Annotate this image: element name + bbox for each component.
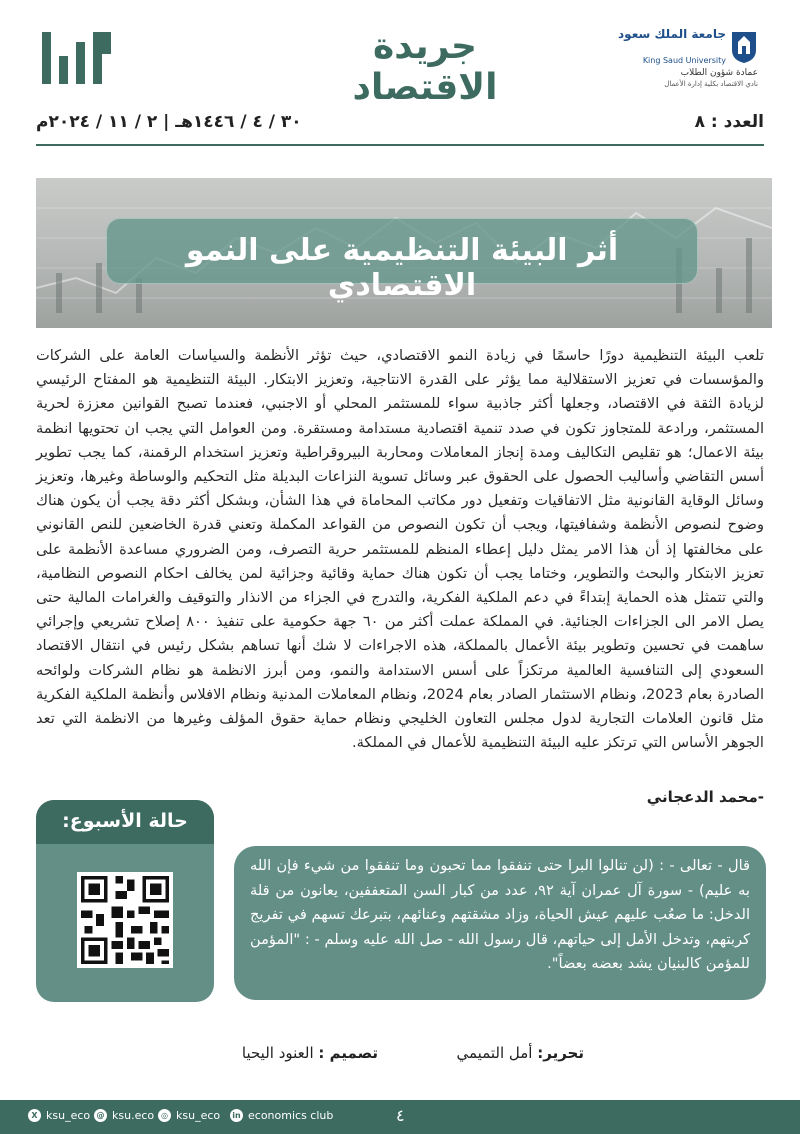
masthead bbox=[0, 0, 800, 108]
club-name: نادي الاقتصاد بكلية إدارة الأعمال bbox=[664, 80, 758, 88]
economics-club-logo-icon bbox=[42, 32, 112, 84]
instagram-icon: ◎ bbox=[158, 1109, 171, 1122]
social-linkedin[interactable] bbox=[230, 1109, 333, 1122]
banner-title-pill bbox=[106, 218, 698, 303]
social-instagram[interactable] bbox=[158, 1109, 220, 1122]
editor-label: تحرير: bbox=[537, 1044, 584, 1062]
university-name-en: King Saud University bbox=[642, 56, 726, 65]
x-icon: X bbox=[28, 1109, 41, 1122]
issue-info bbox=[36, 112, 764, 136]
social-handle: ksu.eco bbox=[112, 1109, 155, 1122]
ksu-emblem-icon bbox=[730, 30, 758, 64]
credits bbox=[36, 1044, 764, 1066]
university-logo bbox=[618, 27, 758, 88]
case-of-week-header bbox=[36, 800, 214, 844]
linkedin-icon: in bbox=[230, 1109, 243, 1122]
paper-title: جريدة الاقتصاد bbox=[352, 26, 498, 108]
threads-icon: @ bbox=[94, 1109, 107, 1122]
charity-quote-box: قال - تعالى - : (لن تنالوا البرا حتى تنفقوا مما تحبون وما تنفقوا من شيء فإن الله به عليم) - سورة آل عمران آية ٩٢، عدد من كبار السن المتعففين، يعانون من قلة الدخل: ما صعُب عليهم عيش الحياة، وزاد مشقتهم وعنائهم، بتبرعك تسهم في تفريج كربتهم، وتدخل الأمل إلى حياتهم، قال رسول الله - صل الله عليه وسلم - : "المؤمن للمؤمن كالبنيان يشد بعضه بعضاً". bbox=[234, 846, 766, 1000]
designer-label: تصميم : bbox=[318, 1044, 378, 1062]
page-number: ٤ bbox=[396, 1106, 405, 1125]
case-of-week-label: حالة الأسبوع: bbox=[62, 810, 188, 832]
article-headline: أثر البيئة التنظيمية على النمو الاقتصادي bbox=[185, 233, 619, 303]
header-divider bbox=[36, 144, 764, 146]
social-x[interactable] bbox=[28, 1109, 90, 1122]
social-handle: economics club bbox=[248, 1109, 334, 1122]
designer-name: العنود اليحيا bbox=[241, 1044, 319, 1062]
editor-credit bbox=[457, 1044, 585, 1062]
department-name: عمادة شؤون الطلاب bbox=[680, 68, 758, 78]
social-threads[interactable] bbox=[94, 1109, 154, 1122]
social-handle: ksu_eco bbox=[176, 1109, 221, 1122]
article-body: تلعب البيئة التنظيمية دورًا حاسمًا في زيادة النمو الاقتصادي، حيث تؤثر الأنظمة والسياسات العامة على الشركات والمؤسسات في تعزيز الاستقلالية مما يؤثر على القدرة الانتاجية، وتعزيز الابتكار. البيئة التنظيمية هو المفتاح الرئيسي لزيادة الثقة في الاقتصاد، وجعلها أكثر جاذبية سواء للمستثمر المحلي أو الاجنبي، فعندما تصبح القوانين معززة لحرية المستثمر، ورادعة للمتجاوز تكون في صدد تنمية اقتصادية مستدامة ومستقرة. ومن العوامل التي يجب ان تحتويها انظمة بيئة الاعمال؛ هو تقليص التكاليف ومدة إنجاز المعاملات ومحاربة البيروقراطية وتعزيز استخدام الرقمنة، كما يجب تطوير أسس التقاضي وأساليب الحصول على الحقوق عبر وسائل تسوية النزاعات البديلة مثل التحكيم والوساطة وغيرها، وتعزيز وسائل الوقاية القانونية مثل الاتفاقيات وتفعيل دور مكاتب المحاماة في هذا الشأن، وبشكل أكثر دقة يجب أن يكون هناك وضوح لنصوص الأنظمة وشفافيتها، ويجب أن تكون النصوص من القواعد المكملة وتعني قدرة الخاضعين للنص القانوني على مخالفتها إذ أن هذا الامر يمثل دليل إعطاء المنظم للمستثمر حرية التصرف، ومن الضروري مساعدة الأنظمة على تعزيز الابتكار والبحث والتطوير، وختاما يجب أن تكون هناك حماية وقائية وجزائية لمن يخالف احكام النصوص النظامية، والتي تتمثل هذه الحماية إبتداءً في دعم الملكية الفكرية، والتدرج في الجزاء من الانذار والتوقيف والغرامات المالية حتى يصل الامر الى الجزاءات الجنائية. في المملكة عملت أكثر من ٦٠ جهة حكومية على تنفيذ ٨٠٠ إصلاح تشريعي وإجرائي ساهمت في تحسين وتطوير بيئة الأعمال بالمملكة، هذه الاجراءات لا شك أنها تساهم بشكل رئيس في انتقال الاقتصاد السعودي إلى التنافسية العالمية مرتكزاً على أسس الاستدامة والنمو، ومن أبرز الانظمة هو نظام الشركات ولوائحه الصادرة بعام 2023، ونظام الاستثمار الصادر بعام 2024، ونظام المعاملات المدنية ونظام الافلاس وأنظمة الملكية الفكرية مثل قانون العلامات التجارية لدول مجلس التعاون الخليجي ونظام حماية حقوق المؤلف وغيرها من الانظمة التي تعد الجوهر الأساس التي ترتكز عليه البيئة التنظيمية للأعمال في المملكة. bbox=[36, 347, 765, 752]
qr-code-icon[interactable] bbox=[77, 872, 173, 968]
social-handle: ksu_eco bbox=[46, 1109, 91, 1122]
article-banner bbox=[36, 178, 772, 328]
editor-name: أمل التميمي bbox=[456, 1044, 538, 1062]
issue-number: العدد : ٨ bbox=[694, 112, 764, 132]
university-name-ar: جامعة الملك سعود bbox=[618, 27, 726, 41]
footer-bar bbox=[0, 1100, 800, 1134]
article-author: -محمد الدعجاني bbox=[646, 788, 764, 806]
issue-date: ٣٠ / ٤ / ١٤٤٦هـ | ٢ / ١١ / ٢٠٢٤م bbox=[36, 112, 302, 132]
designer-credit bbox=[242, 1044, 378, 1062]
